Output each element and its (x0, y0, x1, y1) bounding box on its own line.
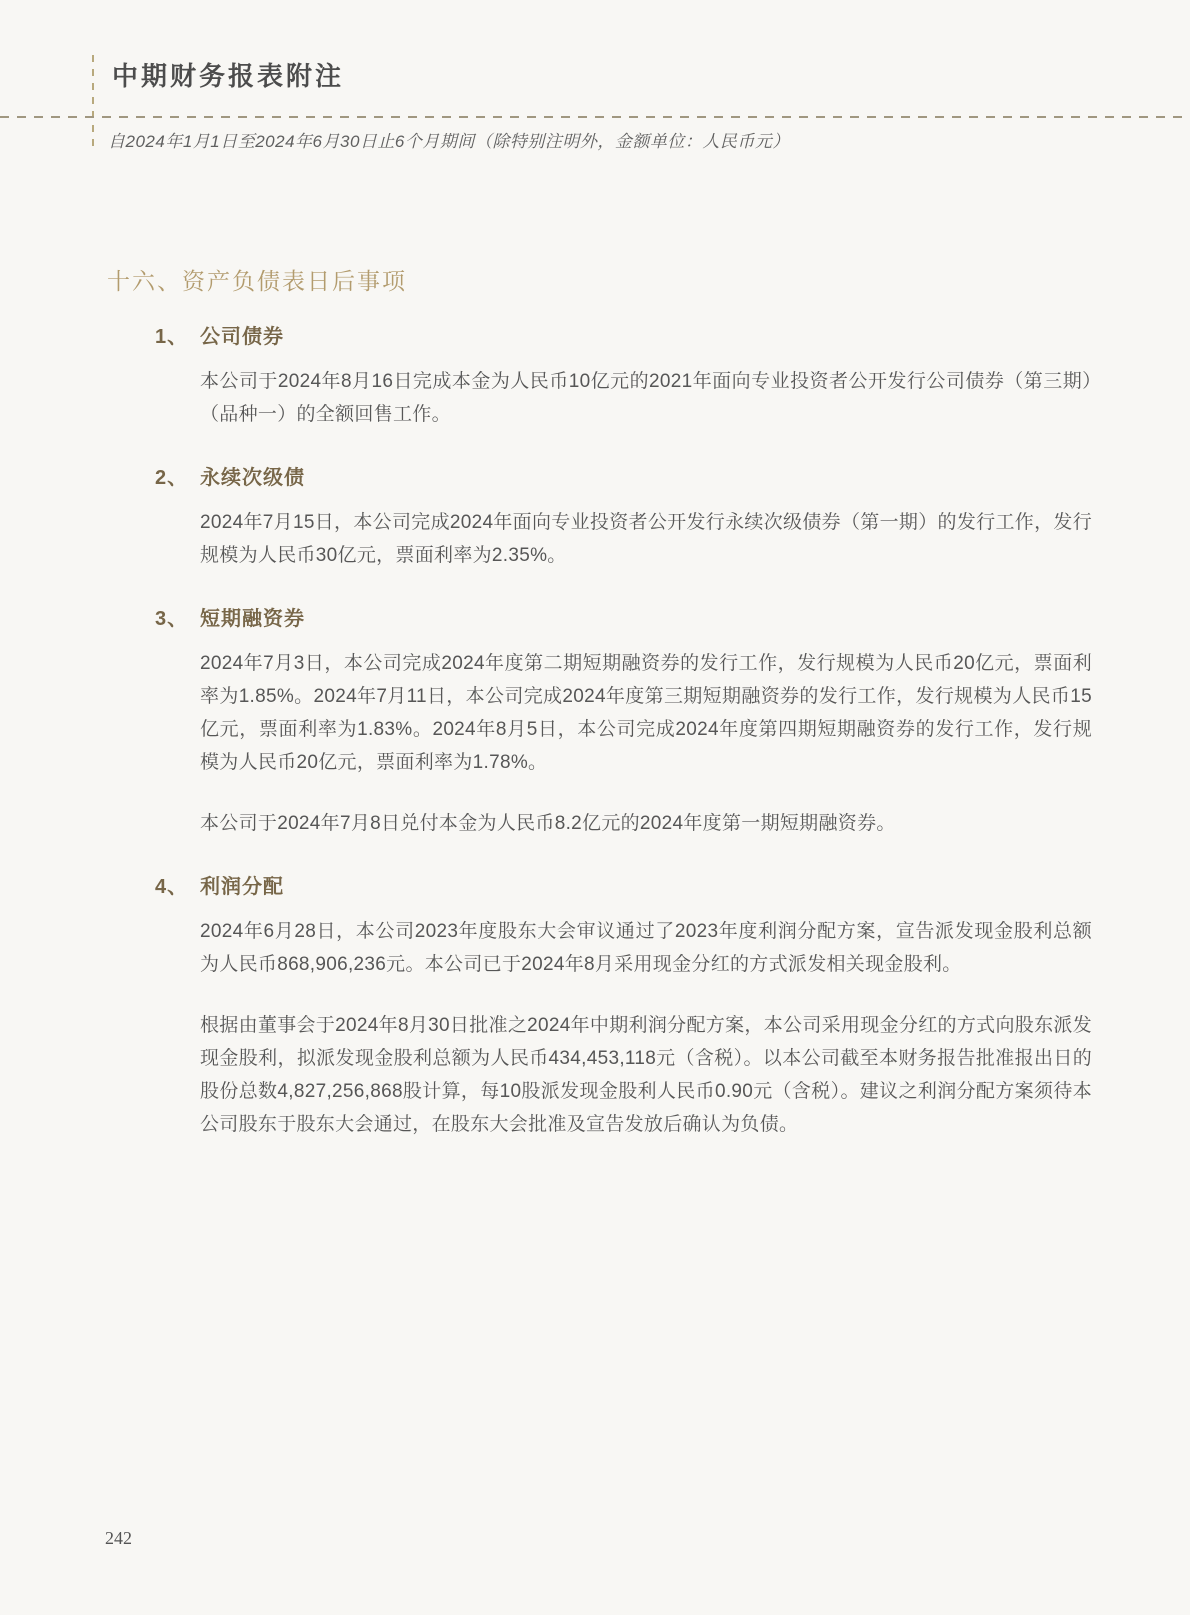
paragraph: 2024年7月15日，本公司完成2024年面向专业投资者公开发行永续次级债券（第一期）的发行工作，发行规模为人民币30亿元，票面利率为2.35%。 (200, 512, 1092, 566)
page-title: 中期财务报表附注 (112, 62, 345, 91)
header-horizontal-dashed-rule (0, 116, 1190, 118)
header-subtitle: 自2024年1月1日至2024年6月30日止6个月期间（除特别注明外，金额单位：人民币元） (108, 132, 790, 151)
item-number: 4、 (155, 876, 189, 898)
section-title-text: 资产负债表日后事项 (182, 268, 407, 294)
item-profit-distribution (0, 870, 1190, 1141)
document-content (0, 263, 1190, 1171)
header-vertical-dashed-line (92, 55, 94, 147)
item-heading-short-term-financing-bills (155, 602, 1190, 631)
item-short-term-financing-bills (0, 602, 1190, 840)
paragraph: 2024年7月3日，本公司完成2024年度第二期短期融资券的发行工作，发行规模为人民币20亿元，票面利率为1.85%。2024年7月11日，本公司完成2024年度第三期短期融资券的发行工作，发行规模为人民币15亿元，票面利率为1.83%。2024年8月5日，本公司完成2024年度第四期短期融资券的发行工作，发行规模为人民币20亿元，票面利率为1.78%。 (200, 653, 1092, 773)
page-number: 242 (105, 1528, 132, 1548)
item-heading-perpetual-subordinated-bonds (155, 461, 1190, 490)
item-heading-company-bonds (155, 320, 1190, 349)
item-number: 3、 (155, 608, 189, 630)
item-title: 利润分配 (200, 876, 284, 898)
item-title: 公司债券 (200, 326, 284, 348)
paragraph: 本公司于2024年7月8日兑付本金为人民币8.2亿元的2024年度第一期短期融资券。 (200, 813, 896, 834)
section-heading (107, 263, 1190, 296)
paragraph: 2024年6月28日，本公司2023年度股东大会审议通过了2023年度利润分配方案，宣告派发现金股利总额为人民币868,906,236元。本公司已于2024年8月采用现金分红的方式派发相关现金股利。 (200, 921, 1092, 975)
item-title: 永续次级债 (200, 467, 305, 489)
item-number: 1、 (155, 326, 189, 348)
item-title: 短期融资券 (200, 608, 305, 630)
paragraph: 本公司于2024年8月16日完成本金为人民币10亿元的2021年面向专业投资者公开发行公司债券（第三期）（品种一）的全额回售工作。 (200, 371, 1092, 425)
item-heading-profit-distribution (155, 870, 1190, 899)
paragraph: 根据由董事会于2024年8月30日批准之2024年中期利润分配方案，本公司采用现金分红的方式向股东派发现金股利，拟派发现金股利总额为人民币434,453,118元（含税）。以本公司截至本财务报告批准报出日的股份总数4,827,256,868股计算，每10股派发现金股利人民币0.90元（含税）。建议之利润分配方案须待本公司股东于股东大会通过，在股东大会批准及宣告发放后确认为负债。 (200, 1015, 1092, 1135)
item-perpetual-subordinated-bonds (0, 461, 1190, 572)
item-number: 2、 (155, 467, 189, 489)
item-company-bonds (0, 320, 1190, 431)
section-number: 十六、 (107, 268, 182, 294)
